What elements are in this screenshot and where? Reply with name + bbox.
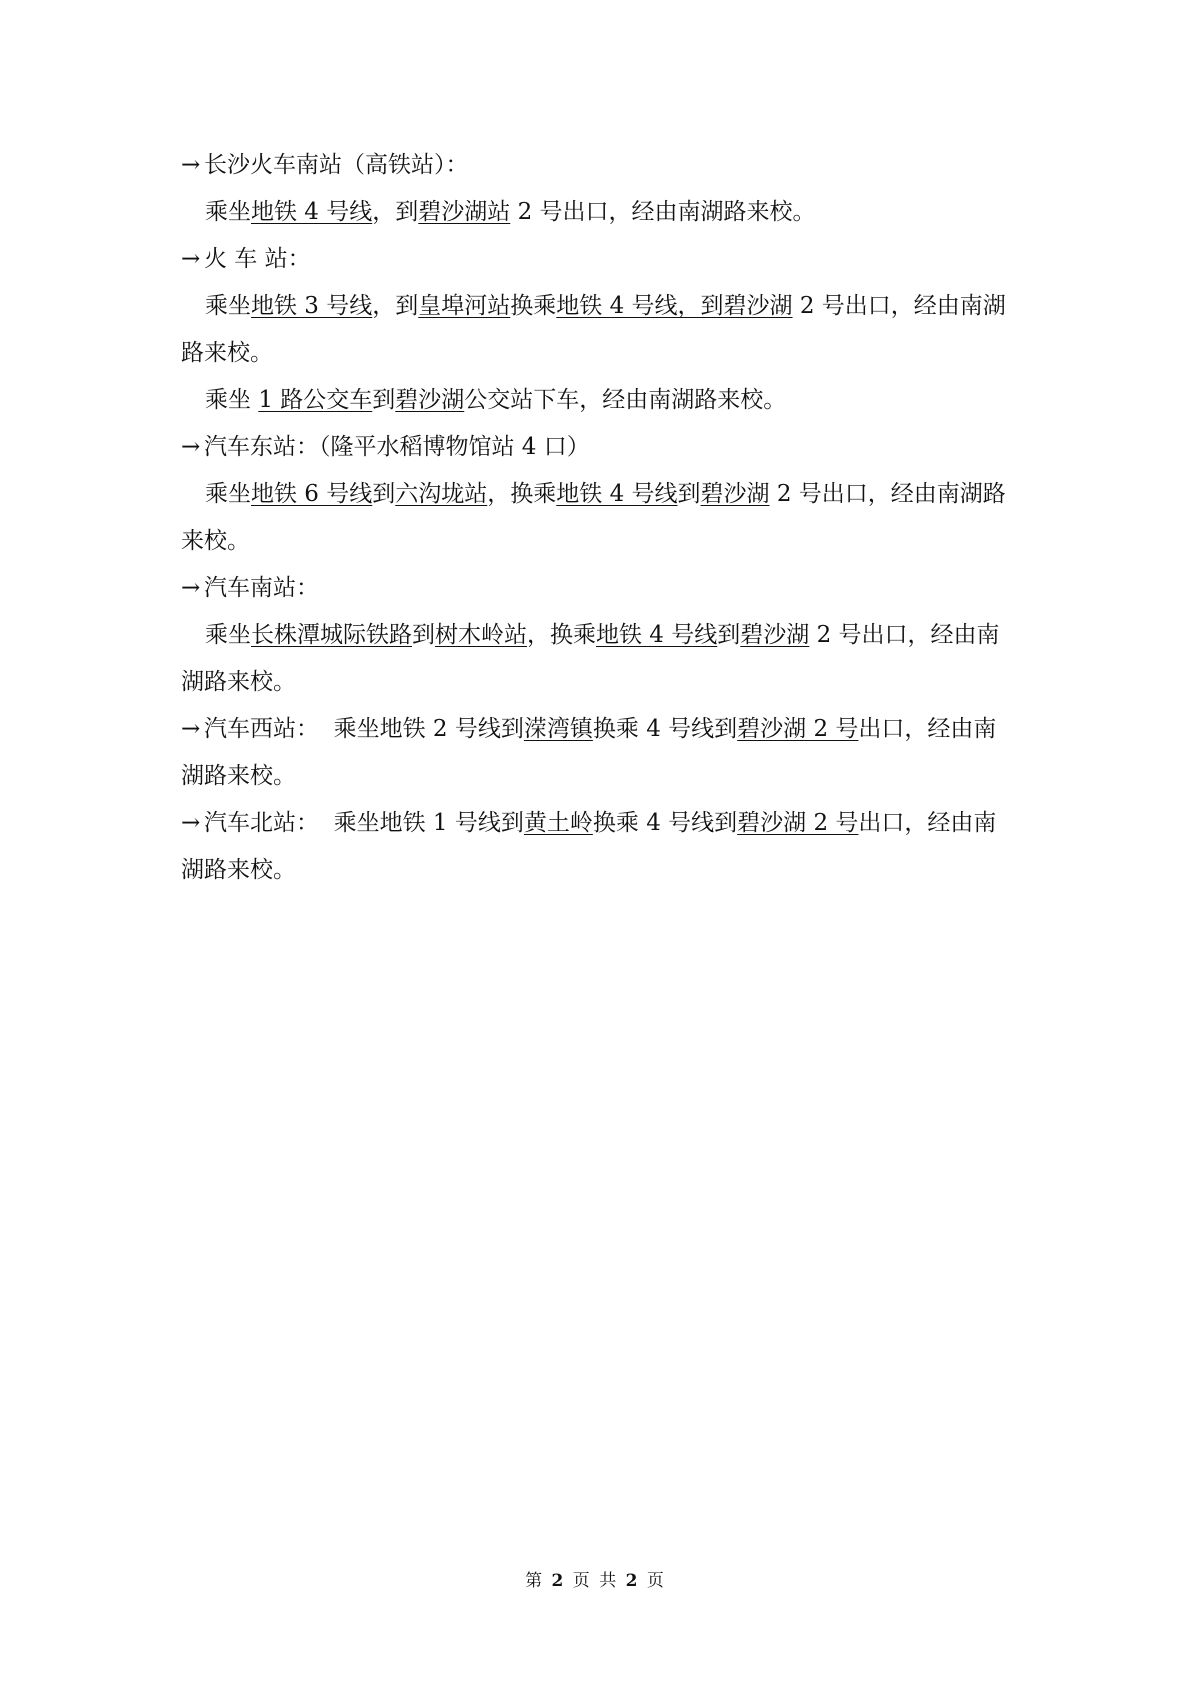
underlined-term: 碧沙湖 2 号: [737, 810, 859, 836]
underlined-term: 六沟垅站: [395, 481, 488, 507]
current-page-number: 2: [551, 1571, 566, 1591]
route-paragraph-continuation: 湖路来校。: [181, 763, 296, 789]
heading-north-bus-station: → 汽车北站： 乘坐地铁 1 号线到黄土岭换乘 4 号线到碧沙湖 2 号出口，经由南: [181, 800, 1021, 847]
route-paragraph-continuation: 来校。: [181, 528, 250, 554]
underlined-term: 地铁 4 号线: [251, 199, 373, 225]
document-body: [181, 142, 1021, 894]
route-paragraph: 乘坐长株潭城际铁路到树木岭站，换乘地铁 4 号线到碧沙湖 2 号出口，经由南: [205, 622, 1000, 648]
underlined-term: 地铁 4 号线，到: [556, 293, 724, 319]
arrow-icon: →: [181, 152, 201, 178]
arrow-icon: →: [181, 810, 201, 836]
route-paragraph-continuation: 湖路来校。: [181, 669, 296, 695]
route-paragraph: 乘坐地铁 3 号线，到皇埠河站换乘地铁 4 号线，到碧沙湖 2 号出口，经由南湖: [205, 293, 1006, 319]
arrow-icon: →: [181, 716, 201, 742]
underlined-term: 碧沙湖: [700, 481, 770, 507]
total-page-count: 2: [625, 1571, 640, 1591]
heading-west-bus-station: → 汽车西站： 乘坐地铁 2 号线到溁湾镇换乘 4 号线到碧沙湖 2 号出口，经由南: [181, 706, 1021, 753]
route-paragraph: 乘坐地铁 6 号线到六沟垅站，换乘地铁 4 号线到碧沙湖 2 号出口，经由南湖路: [205, 481, 1006, 507]
page-footer: 第 2 页 共 2 页: [525, 1571, 666, 1591]
underlined-term: 长株潭城际铁路: [251, 622, 412, 648]
underlined-term: 地铁 6 号线: [251, 481, 373, 507]
underlined-term: 地铁 4 号线: [596, 622, 718, 648]
underlined-term: 1 路公交车: [258, 387, 373, 413]
underlined-term: 黄土岭: [523, 810, 593, 836]
underlined-term: 碧沙湖 2 号: [737, 716, 859, 742]
underlined-term: 皇埠河站: [418, 293, 511, 319]
route-paragraph-continuation: 路来校。: [181, 340, 273, 366]
underlined-term: 碧沙湖站: [418, 199, 511, 225]
arrow-icon: →: [181, 575, 201, 601]
heading-changsha-south-station: → 长沙火车南站（高铁站）：: [181, 142, 1021, 189]
underlined-term: 地铁 4 号线: [556, 481, 678, 507]
heading-south-bus-station: → 汽车南站：: [181, 565, 1021, 612]
heading-train-station: → 火 车 站：: [181, 236, 1021, 283]
heading-east-bus-station: → 汽车东站：（隆平水稻博物馆站 4 口）: [181, 424, 1021, 471]
route-paragraph: 乘坐 1 路公交车到碧沙湖公交站下车，经由南湖路来校。: [205, 387, 787, 413]
underlined-term: 地铁 3 号线: [251, 293, 373, 319]
underlined-term: 溁湾镇: [523, 716, 593, 742]
route-paragraph-continuation: 湖路来校。: [181, 857, 296, 883]
underlined-term: 树木岭站: [435, 622, 527, 648]
arrow-icon: →: [181, 246, 201, 272]
arrow-icon: →: [181, 434, 201, 460]
route-paragraph: 乘坐地铁 4 号线，到碧沙湖站 2 号出口，经由南湖路来校。: [205, 199, 816, 225]
underlined-term: 碧沙湖: [723, 293, 793, 319]
underlined-term: 碧沙湖: [740, 622, 810, 648]
underlined-term: 碧沙湖: [395, 387, 465, 413]
